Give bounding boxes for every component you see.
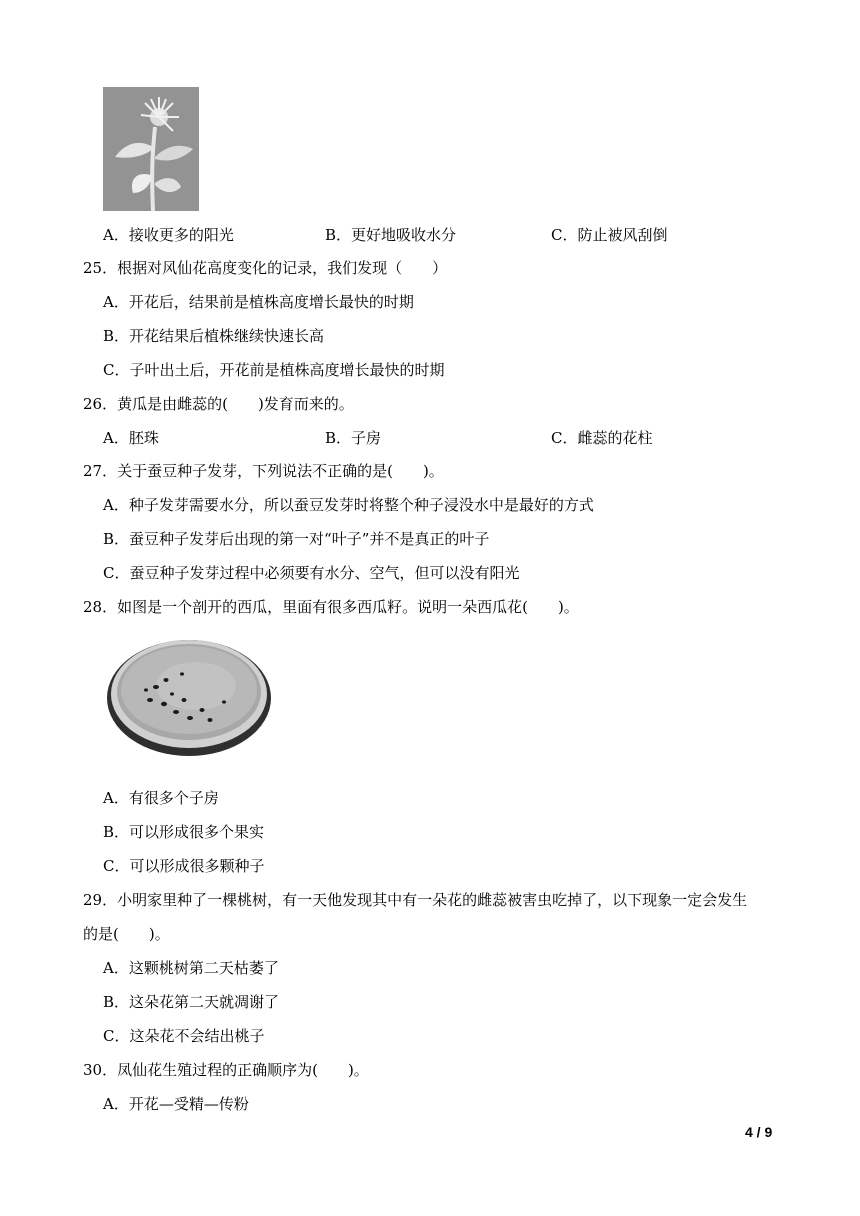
q27-option-b: B．蚕豆种子发芽后出现的第一对“叶子”并不是真正的叶子 (103, 530, 490, 548)
q25-stem: 25．根据对风仙花高度变化的记录，我们发现（ ） (83, 259, 448, 277)
q26-option-c: C．雌蕊的花柱 (551, 429, 653, 447)
q30-stem: 30．凤仙花生殖过程的正确顺序为( )。 (83, 1061, 369, 1079)
q27-option-c: C．蚕豆种子发芽过程中必须要有水分、空气，但可以没有阳光 (103, 564, 520, 582)
q28-option-b: B．可以形成很多个果实 (103, 823, 265, 841)
q26-option-a: A．胚珠 (103, 429, 159, 447)
q28-stem: 28．如图是一个剖开的西瓜，里面有很多西瓜籽。说明一朵西瓜花( )。 (83, 598, 579, 616)
q26-option-b: B．子房 (325, 429, 382, 447)
q24-option-a: A．接收更多的阳光 (103, 226, 234, 244)
q29-option-b: B．这朵花第二天就凋谢了 (103, 993, 280, 1011)
q28-option-c: C．可以形成很多颗种子 (103, 857, 265, 875)
q27-option-a: A．种子发芽需要水分，所以蚕豆发芽时将整个种子浸没水中是最好的方式 (103, 496, 594, 514)
q25-option-b: B．开花结果后植株继续快速长高 (103, 327, 325, 345)
q24-option-b: B．更好地吸收水分 (325, 226, 457, 244)
q24-option-c: C．防止被风刮倒 (551, 226, 668, 244)
watermelon-photo (106, 632, 272, 758)
q28-option-a: A．有很多个子房 (103, 789, 219, 807)
q26-stem: 26．黄瓜是由雌蕊的( )发育而来的。 (83, 395, 354, 413)
sunflower-photo (103, 87, 199, 211)
page-number: 4 / 9 (745, 1124, 773, 1140)
q29-stem-line1: 29．小明家里种了一棵桃树，有一天他发现其中有一朵花的雌蕊被害虫吃掉了，以下现象一定会发生 (83, 891, 748, 909)
q29-stem-line2: 的是( )。 (83, 925, 170, 943)
q30-option-a: A．开花—受精—传粉 (103, 1095, 249, 1113)
q29-option-a: A．这颗桃树第二天枯萎了 (103, 959, 279, 977)
q25-option-c: C．子叶出土后，开花前是植株高度增长最快的时期 (103, 361, 445, 379)
q25-option-a: A．开花后，结果前是植株高度增长最快的时期 (103, 293, 414, 311)
q29-option-c: C．这朵花不会结出桃子 (103, 1027, 265, 1045)
q27-stem: 27．关于蚕豆种子发芽，下列说法不正确的是( )。 (83, 462, 444, 480)
